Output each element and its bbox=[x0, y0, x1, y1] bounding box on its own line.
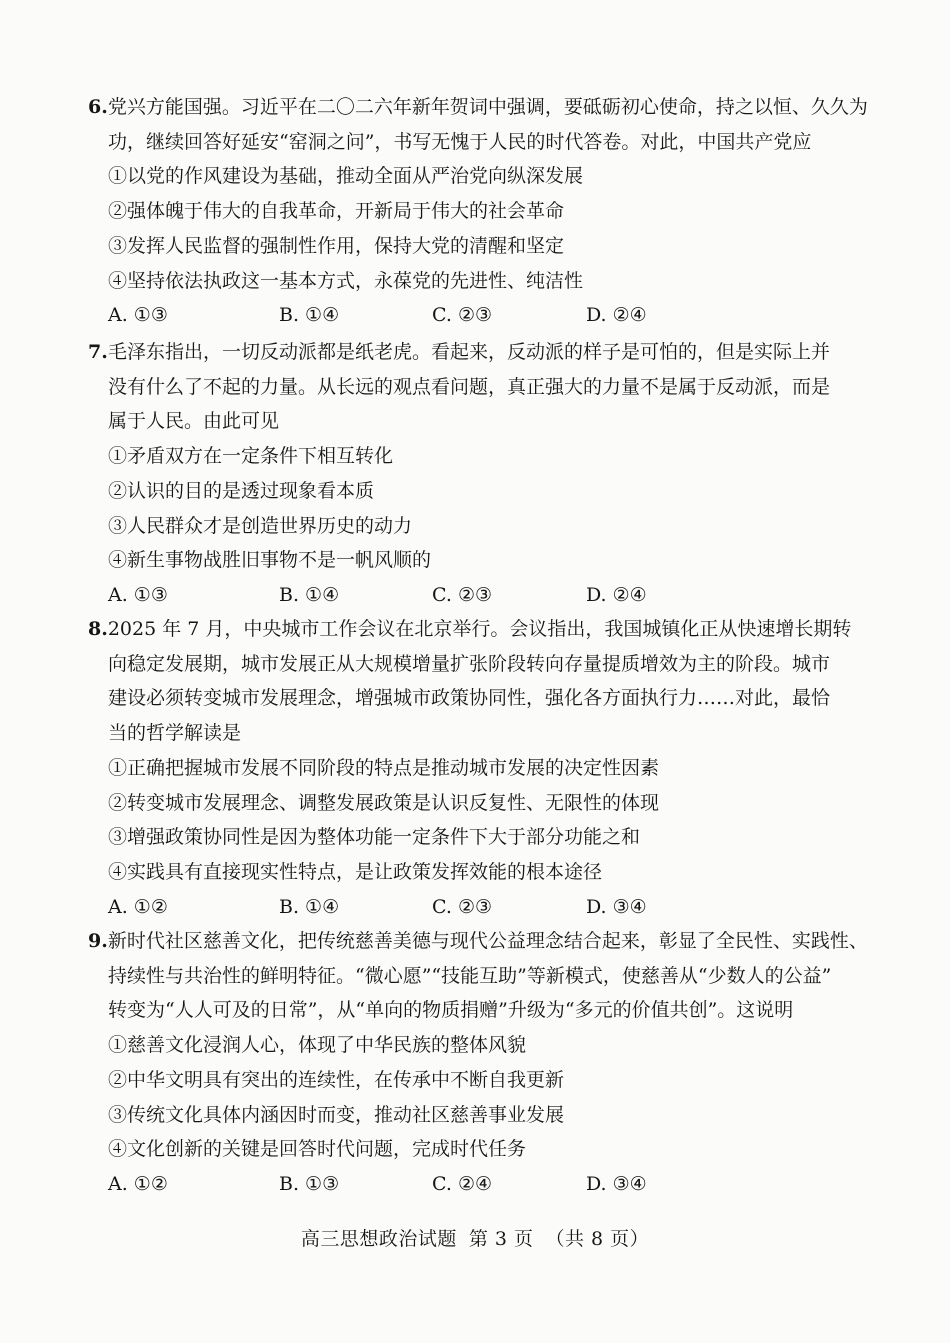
choice-a[interactable]: A. ①③ bbox=[108, 304, 168, 327]
answer-choices bbox=[88, 890, 848, 925]
footer-title: 高三思想政治试题 bbox=[300, 1228, 457, 1250]
question-stem-line: 转变为“人人可及的日常”，从“单向的物质捐赠”升级为“多元的价值共创”。这说明 bbox=[108, 999, 794, 1022]
footer-total-pages: （共 8 页） bbox=[545, 1228, 650, 1250]
answer-choices bbox=[88, 1167, 848, 1202]
choice-b[interactable]: B. ①④ bbox=[279, 895, 340, 918]
question-stem-line: 属于人民。由此可见 bbox=[108, 410, 280, 433]
option-2: ②认识的目的是透过现象看本质 bbox=[108, 479, 375, 502]
choice-b[interactable]: B. ①③ bbox=[279, 1172, 340, 1195]
question-stem-line: 毛泽东指出，一切反动派都是纸老虎。看起来，反动派的样子是可怕的，但是实际上并 bbox=[108, 341, 831, 363]
question-8 bbox=[88, 612, 852, 924]
option-1: ①矛盾双方在一定条件下相互转化 bbox=[108, 445, 394, 468]
choice-b[interactable]: B. ①④ bbox=[279, 304, 340, 327]
option-1: ①正确把握城市发展不同阶段的特点是推动城市发展的决定性因素 bbox=[108, 756, 660, 779]
question-number: 6. bbox=[88, 96, 108, 118]
question-9 bbox=[88, 924, 868, 1202]
question-stem-line: 新时代社区慈善文化，把传统慈善美德与现代公益理念结合起来，彰显了全民性、实践性、 bbox=[107, 930, 868, 952]
question-stem-line: 建设必须转变城市发展理念，增强城市政策协同性，强化各方面执行力……对此，最恰 bbox=[108, 687, 831, 710]
answer-choices bbox=[88, 578, 848, 613]
choice-d[interactable]: D. ③④ bbox=[586, 1172, 647, 1195]
footer-page-number: 第 3 页 bbox=[468, 1228, 534, 1250]
choice-d[interactable]: D. ③④ bbox=[586, 895, 647, 918]
choice-a[interactable]: A. ①② bbox=[108, 1172, 168, 1195]
choice-b[interactable]: B. ①④ bbox=[279, 583, 340, 606]
option-3: ③发挥人民监督的强制性作用，保持大党的清醒和坚定 bbox=[108, 234, 565, 257]
question-number: 7. bbox=[88, 341, 108, 363]
question-number: 9. bbox=[88, 930, 108, 952]
question-7 bbox=[88, 335, 848, 613]
question-stem-line: 没有什么了不起的力量。从长远的观点看问题，真正强大的力量不是属于反动派，而是 bbox=[108, 375, 831, 398]
choice-c[interactable]: C. ②④ bbox=[432, 1172, 493, 1195]
choice-a[interactable]: A. ①② bbox=[108, 895, 168, 918]
option-3: ③增强政策协同性是因为整体功能一定条件下大于部分功能之和 bbox=[108, 826, 641, 849]
answer-choices bbox=[88, 298, 848, 333]
choice-c[interactable]: C. ②③ bbox=[432, 304, 493, 327]
option-4: ④新生事物战胜旧事物不是一帆风顺的 bbox=[108, 549, 432, 572]
option-3: ③人民群众才是创造世界历史的动力 bbox=[108, 514, 413, 537]
choice-a[interactable]: A. ①③ bbox=[108, 583, 168, 606]
question-stem-line: 党兴方能国强。习近平在二〇二六年新年贺词中强调，要砥砺初心使命，持之以恒、久久为 bbox=[107, 96, 868, 118]
option-4: ④文化创新的关键是回答时代问题，完成时代任务 bbox=[108, 1138, 527, 1161]
choice-d[interactable]: D. ②④ bbox=[586, 304, 647, 327]
choice-c[interactable]: C. ②③ bbox=[432, 895, 493, 918]
option-4: ④坚持依法执政这一基本方式，永葆党的先进性、纯洁性 bbox=[108, 269, 584, 292]
option-2: ②转变城市发展理念、调整发展政策是认识反复性、无限性的体现 bbox=[108, 791, 660, 814]
question-stem-line: 当的哲学解读是 bbox=[108, 722, 242, 745]
question-stem-line: 2025 年 7 月，中央城市工作会议在北京举行。会议指出，我国城镇化正从快速增长期转 bbox=[107, 618, 852, 640]
choice-d[interactable]: D. ②④ bbox=[586, 583, 647, 606]
question-stem-line: 功，继续回答好延安“窑洞之问”，书写无愧于人民的时代答卷。对此，中国共产党应 bbox=[108, 130, 812, 153]
page-footer bbox=[0, 1224, 950, 1251]
question-number: 8. bbox=[88, 618, 108, 640]
question-6 bbox=[88, 90, 868, 333]
question-stem-line: 持续性与共治性的鲜明特征。“微心愿”“技能互助”等新模式，使慈善从“少数人的公益” bbox=[108, 964, 832, 987]
choice-c[interactable]: C. ②③ bbox=[432, 583, 493, 606]
option-1: ①以党的作风建设为基础，推动全面从严治党向纵深发展 bbox=[108, 165, 584, 188]
question-stem-line: 向稳定发展期，城市发展正从大规模增量扩张阶段转向存量提质增效为主的阶段。城市 bbox=[108, 652, 831, 675]
option-1: ①慈善文化浸润人心，体现了中华民族的整体风貌 bbox=[108, 1034, 527, 1057]
option-2: ②中华文明具有突出的连续性，在传承中不断自我更新 bbox=[108, 1068, 565, 1091]
option-3: ③传统文化具体内涵因时而变，推动社区慈善事业发展 bbox=[108, 1103, 565, 1126]
option-4: ④实践具有直接现实性特点，是让政策发挥效能的根本途径 bbox=[108, 860, 603, 883]
option-2: ②强体魄于伟大的自我革命，开新局于伟大的社会革命 bbox=[108, 200, 565, 223]
